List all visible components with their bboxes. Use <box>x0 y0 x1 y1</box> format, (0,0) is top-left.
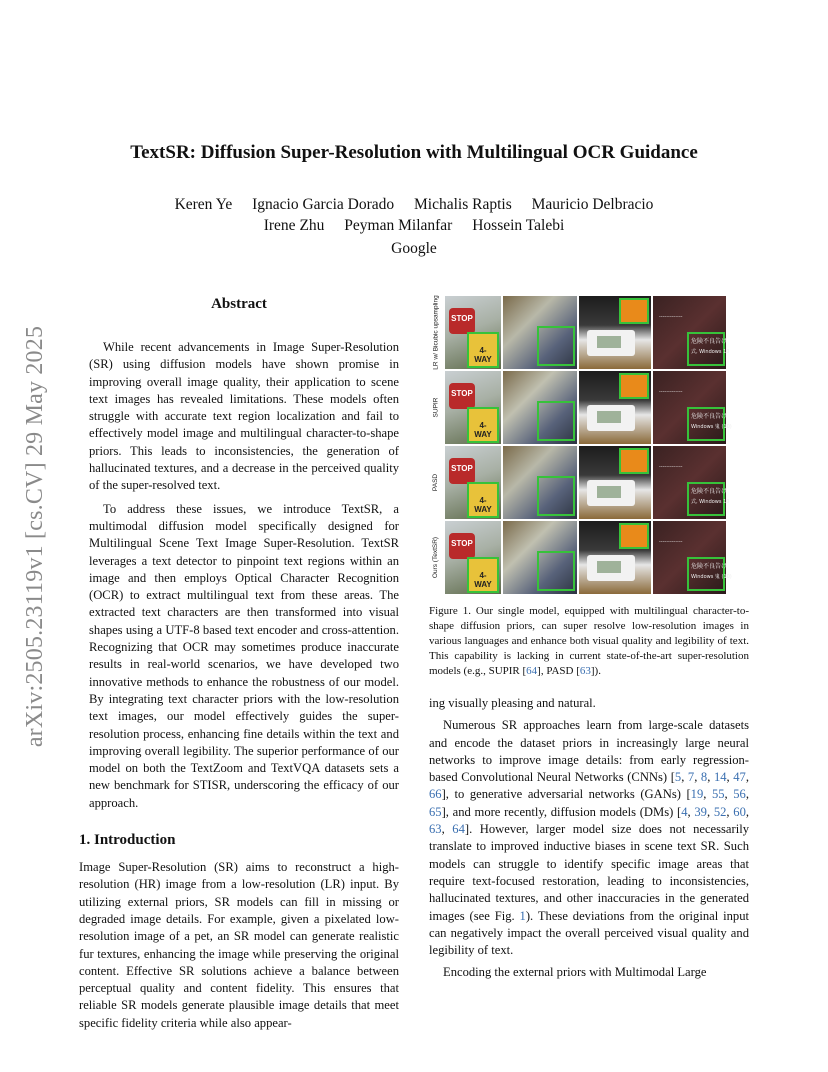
affiliation: Google <box>391 240 437 257</box>
stop-sign-label: STOP <box>451 314 473 323</box>
paper-title: TextSR: Diffusion Super-Resolution with Multilingual OCR Guidance <box>130 142 698 163</box>
author: Irene Zhu <box>263 217 325 234</box>
stop-sign-image: STOP 4-WAY <box>445 446 501 519</box>
right-column <box>429 296 749 982</box>
section-heading-introduction: 1. Introduction <box>79 832 176 849</box>
citation-link[interactable]: 63 <box>579 665 591 677</box>
figure-caption: Figure 1. Our single model, equipped with multilingual character-to-shape diffusion priors, can super resolve low-resolution images in various languages and enhance both visual quality and legibility of text. This capability is lacking in current state-of-the-art super-resolution models (e.g., SUPIR [64], PASD [63]). <box>429 605 749 677</box>
intro-paragraph-3: Encoding the external priors with Multimodal Large <box>443 965 707 980</box>
citation-link[interactable]: 19 <box>690 787 704 802</box>
figure-row-lr <box>429 296 749 369</box>
citation-link[interactable]: 56 <box>733 787 746 802</box>
stop-sign-label: STOP <box>451 539 473 548</box>
citation-link[interactable]: 39 <box>694 804 707 819</box>
author: Hossein Talebi <box>472 217 565 234</box>
stop-sign-label: STOP <box>451 389 473 398</box>
citation-link[interactable]: 5 <box>674 770 682 785</box>
author: Ignacio Garcia Dorado <box>252 196 395 213</box>
can-image <box>503 371 577 444</box>
intro-paragraph-2: Numerous SR approaches learn from large-scale datasets and encode the dataset priors in increasingly large neural networks to improve image details: from early regression-based Convolutional Neural Networks (CNNs) [5, 7, 8, 14, 47, 66], to generative adversarial networks (GANs) [19, 55, 56, 65], and more recently, diffusion models (DMs) [4, 39, 52, 60, 63, 64]. However, larger model size does not necessarily translate to improved inductive biases in scene text SR. Such models can struggle to identify specific image areas that require text-focused restoration, leading to inconsistencies, hallucinated textures, and other inaccuracies in the generated images (see Fig. 1). These deviations from the original input can negatively impact the overall perceived visual quality and legibility of text. <box>429 718 750 958</box>
stop-sign-image: STOP 4-WAY <box>445 371 501 444</box>
figure-row-supir <box>429 371 749 444</box>
scale-image <box>579 446 651 519</box>
scale-image <box>579 371 651 444</box>
abstract-paragraph-1: While recent advancements in Image Super-Resolution (SR) using diffusion models have shown promise in improving overall image quality, their application to scene text images has revealed limitations. These models often struggle with accurate text region localization and fail to effectively model image and multilingual character-to-shape priors. This leads to inconsistencies, the generation of hallucinated textures, and a decrease in the perceived quality of the super-resolved text. <box>89 340 399 493</box>
screen-image: ------------- 危険不良告げ 式, Windows 10 <box>653 296 726 369</box>
author: Keren Ye <box>174 196 233 213</box>
author-list <box>0 194 828 236</box>
citation-link[interactable]: 64 <box>526 665 538 677</box>
citation-link[interactable]: 8 <box>700 770 708 785</box>
citation-link[interactable]: 64 <box>452 822 465 837</box>
abstract-heading: Abstract <box>211 296 267 312</box>
arxiv-identifier <box>4 296 68 776</box>
citation-link[interactable]: 63 <box>429 822 442 837</box>
citation-link[interactable]: 55 <box>711 787 725 802</box>
author: Peyman Milanfar <box>344 217 453 234</box>
can-image <box>503 296 577 369</box>
row-label: PASD <box>432 473 440 492</box>
citation-link[interactable]: 60 <box>733 804 746 819</box>
figure-row-ours <box>429 521 749 594</box>
left-column <box>79 290 399 1032</box>
scale-image <box>579 521 651 594</box>
can-image <box>503 521 577 594</box>
author: Mauricio Delbracio <box>531 196 654 213</box>
intro-paragraph-1-continued: ing visually pleasing and natural. <box>429 696 596 710</box>
screen-image: ------------- 危険不良告げ 式, Windows 10 <box>653 446 726 519</box>
author: Michalis Raptis <box>414 196 512 213</box>
citation-link[interactable]: 66 <box>429 787 442 802</box>
citation-link[interactable]: 7 <box>687 770 695 785</box>
arxiv-id-text: arXiv:2505.23119v1 [cs.CV] 29 May 2025 <box>22 325 49 747</box>
citation-link[interactable]: 65 <box>429 804 442 819</box>
abstract-paragraph-2: To address these issues, we introduce TextSR, a multimodal diffusion model specifically designed for Multilingual Scene Text Image Super-Resolution. TextSR leverages a text detector to pinpoint text regions within an image and then employs Optical Character Recognition (OCR) to extract multilingual text from these areas. The extracted text characters are then transformed into visual shapes using a UTF-8 based text encoder and cross-attention. Recognizing that OCR may sometimes produce inaccurate results in real-world scenarios, we have developed two innovative methods to enhance the robustness of our model. By integrating text character priors with the low-resolution text images, our model effectively guides the super-resolution process, enhancing fine details within the text and improving overall legibility. The superior performance of our model on both the TextZoom and TextVQA datasets sets a new benchmark for STISR, underscoring the efficacy of our approach. <box>89 501 399 810</box>
stop-sign-image: STOP 4-WAY <box>445 521 501 594</box>
stop-sign-image: STOP 4-WAY <box>445 296 501 369</box>
screen-image: ------------- 危険不良告げ Windows 鬼 (10) <box>653 371 726 444</box>
scale-image <box>579 296 651 369</box>
citation-link[interactable]: 52 <box>713 804 727 819</box>
row-label: LR w/ Bicubic upsampling <box>432 295 440 370</box>
row-label: Ours (TextSR) <box>432 536 440 579</box>
intro-paragraph-1: Image Super-Resolution (SR) aims to reconstruct a high-resolution (HR) image from a low-resolution (LR) input. By utilizing external priors, SR models can fill in missing or degraded image details. For example, given a pixelated low-resolution image of a pet, an SR model can generate realistic fur textures, enhancing the image while preserving the original content. Effective SR solutions achieve a balance between perceptual quality and content fidelity. This ensures that reliable SR models generate plausible image details that meet specific fidelity criteria while also appear- <box>79 860 399 1030</box>
figure-1 <box>429 296 749 596</box>
figure-row-pasd <box>429 446 749 519</box>
citation-link[interactable]: 14 <box>713 770 727 785</box>
figure-ref-link[interactable]: 1 <box>519 908 526 923</box>
citation-link[interactable]: 4 <box>681 804 688 819</box>
row-label: SUPIR <box>432 397 440 418</box>
stop-sign-label: STOP <box>451 464 473 473</box>
can-image <box>503 446 577 519</box>
citation-link[interactable]: 47 <box>733 770 746 785</box>
screen-image: ------------- 危険不良告げ Windows 鬼 (10) <box>653 521 726 594</box>
